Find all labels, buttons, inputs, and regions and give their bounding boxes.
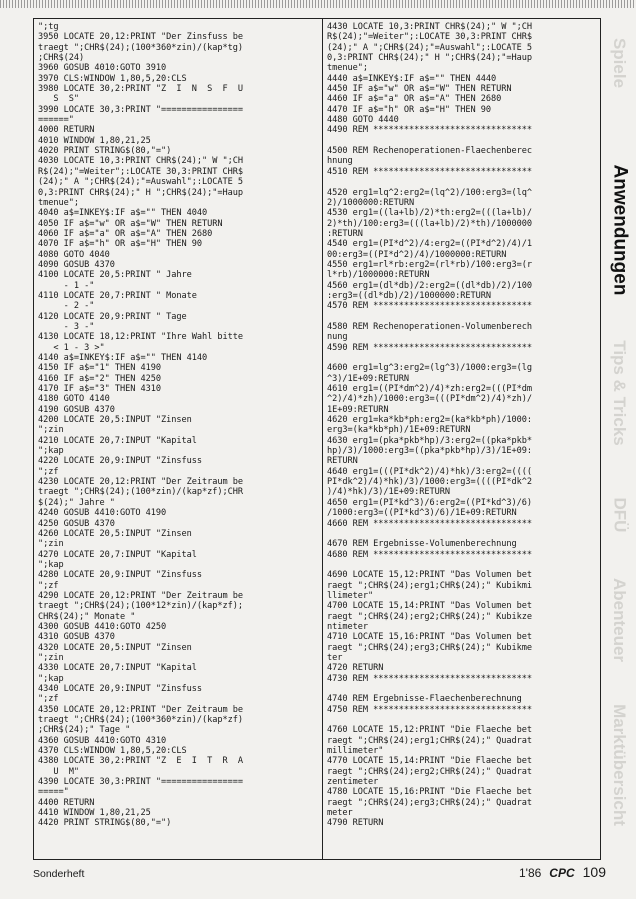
- code-line: 4140 a$=INKEY$:IF a$="" THEN 4140: [38, 353, 208, 363]
- code-line: 4290 LOCATE 20,12:PRINT "Der Zeitraum be: [38, 590, 243, 601]
- code-line: S S": [38, 94, 79, 105]
- code-line: PI*dk^2)/4)*hk)/3)/1000:erg3=((((PI*dk^2: [327, 477, 532, 488]
- code-line: [327, 684, 599, 694]
- code-line: 4060 IF a$="a" OR a$="A" THEN 2680: [38, 228, 213, 239]
- section-tab-label: Tips & Tricks: [610, 340, 630, 446]
- footer-page-info: [519, 864, 606, 880]
- code-line: $(24);" Jahre ": [38, 497, 115, 508]
- code-line: raegt ";CHR$(24);erg1;CHR$(24);" Kubikmi: [327, 580, 532, 591]
- section-tab-1: [604, 150, 634, 310]
- code-line: 4150 IF a$="1" THEN 4190: [38, 363, 161, 374]
- code-line: ^2)/4)*zh)/1000:erg3=(((PI*dm^2)/4)*zh)/: [327, 394, 532, 405]
- code-line: 4760 LOCATE 15,12:PRINT "Die Flaeche bet: [327, 725, 532, 736]
- section-tab-label: DFÜ: [610, 497, 630, 533]
- code-line: 4510 REM *******************************: [327, 166, 532, 177]
- section-tab-4: [604, 560, 634, 680]
- code-line: erg3=(ka*kb*ph)/1E+09:RETURN: [327, 425, 471, 436]
- code-line: 4720 RETURN: [327, 663, 384, 674]
- code-line: hp)/3)/1000:erg3=((pka*pkb*hp)/3)/1E+09:: [327, 446, 532, 457]
- code-line: 4750 REM *******************************: [327, 704, 532, 715]
- code-line: ";kap: [38, 446, 64, 457]
- code-line: 4640 erg1=(((PI*dk^2)/4)*hk)/3:erg2=((((: [327, 466, 532, 477]
- code-line: raegt ";CHR$(24);erg3;CHR$(24);" Quadrat: [327, 797, 532, 808]
- section-tab-5: [604, 690, 634, 840]
- code-line: [327, 136, 599, 146]
- code-line: 4440 a$=INKEY$:IF a$="" THEN 4440: [327, 73, 497, 84]
- code-line: ";zin: [38, 539, 64, 550]
- code-line: ";kap: [38, 559, 64, 570]
- code-line: traegt ";CHR$(24);(100*12*zin)/(kap*zf);: [38, 601, 243, 612]
- code-line: 4360 GOSUB 4410:GOTO 4310: [38, 735, 167, 746]
- code-line: 4070 IF a$="h" OR a$="H" THEN 90: [38, 239, 202, 250]
- code-line: raegt ";CHR$(24);erg1;CHR$(24);" Quadrat: [327, 735, 532, 746]
- code-line: 4560 erg1=(dl*db)/2:erg2=((dl*db)/2)/100: [327, 280, 532, 291]
- code-line: 4410 WINDOW 1,80,21,25: [38, 808, 151, 819]
- listing-column-left: [38, 22, 320, 852]
- code-line: 4630 erg1=(pka*pkb*hp)/3:erg2=((pka*pkb*: [327, 435, 532, 446]
- code-line: 4240 GOSUB 4410:GOTO 4190: [38, 508, 167, 519]
- section-tab-2: [604, 318, 634, 468]
- code-line: U M": [38, 766, 79, 777]
- code-line: R$(24);"=Weiter";:LOCATE 30,3:PRINT CHR$: [38, 166, 243, 177]
- section-tab-label: Marktübersicht: [610, 704, 629, 826]
- code-line: 4170 IF a$="3" THEN 4310: [38, 384, 161, 395]
- code-line: 0,3:PRINT CHR$(24);" H ";CHR$(24);"=Haup: [327, 53, 532, 64]
- code-line: 4650 erg1=(PI*kd^3)/6:erg2=((PI*kd^3)/6): [327, 497, 532, 508]
- code-line: 4570 REM *******************************: [327, 301, 532, 312]
- code-line: [327, 529, 599, 539]
- code-line: 4020 PRINT STRING$(80,"="): [38, 146, 172, 157]
- code-line: 4210 LOCATE 20,7:INPUT "Kapital: [38, 435, 197, 446]
- code-line: 4380 LOCATE 30,2:PRINT "Z E I T R A: [38, 756, 243, 767]
- section-tab-strip: [604, 18, 634, 860]
- code-line: ;CHR$(24): [38, 53, 85, 64]
- code-line: 4430 LOCATE 10,3:PRINT CHR$(24);" W ";CH: [327, 22, 532, 32]
- code-line: ";kap: [38, 673, 64, 684]
- code-line: 4500 REM Rechenoperationen-Flaechenberec: [327, 146, 532, 157]
- code-line: 4670 REM Ergebnisse-Volumenberechnung: [327, 539, 517, 550]
- code-line: 4300 GOSUB 4410:GOTO 4250: [38, 621, 167, 632]
- code-line: 3950 LOCATE 20,12:PRINT "Der Zinsfuss be: [38, 32, 243, 43]
- code-line: [327, 177, 599, 187]
- section-tab-label: Anwendungen: [609, 164, 631, 296]
- code-line: )/4)*hk)/3)/1E+09:RETURN: [327, 487, 450, 498]
- code-line: 4780 LOCATE 15,16:PRINT "Die Flaeche bet: [327, 787, 532, 798]
- code-line: - 1 -": [38, 280, 95, 291]
- code-line: 4600 erg1=lg^3:erg2=(lg^3)/1000:erg3=(lg: [327, 363, 532, 374]
- section-tab-3: [604, 480, 634, 550]
- code-line: traegt ";CHR$(24);(100*360*zin)/(kap*tg): [38, 42, 243, 53]
- code-line: 4110 LOCATE 20,7:PRINT " Monate: [38, 290, 197, 301]
- code-line: traegt ";CHR$(24);(100*zin)/(kap*zf);CHR: [38, 487, 243, 498]
- code-line: 4080 GOTO 4040: [38, 249, 110, 260]
- section-tab-0: [604, 18, 634, 108]
- code-line: ";zin: [38, 652, 64, 663]
- code-line: 4520 erg1=lq^2:erg2=(lq^2)/100:erg3=(lq^: [327, 187, 532, 198]
- code-line: raegt ";CHR$(24);erg3;CHR$(24);" Kubikme: [327, 642, 532, 653]
- code-line: nung: [327, 332, 348, 343]
- code-line: 4030 LOCATE 10,3:PRINT CHR$(24);" W ";CH: [38, 156, 243, 167]
- code-line: raegt ";CHR$(24);erg2;CHR$(24);" Kubikze: [327, 611, 532, 622]
- code-line: 4330 LOCATE 20,7:INPUT "Kapital: [38, 663, 197, 674]
- code-line: ;CHR$(24);" Tage ": [38, 725, 131, 736]
- code-line: 4690 LOCATE 15,12:PRINT "Das Volumen bet: [327, 570, 532, 581]
- code-line: 2)*th)/100:erg3=(((la+lb)/2)*th)/1000000: [327, 218, 532, 229]
- code-line: ";zin: [38, 425, 64, 436]
- code-line: 3990 LOCATE 30,3:PRINT "================: [38, 104, 243, 115]
- code-line: 4130 LOCATE 18,12:PRINT "Ihre Wahl bitte: [38, 332, 243, 343]
- code-line: 4390 LOCATE 30,3:PRINT "================: [38, 777, 243, 788]
- code-line: 4620 erg1=ka*kb*ph:erg2=(ka*kb*ph)/1000:: [327, 415, 532, 426]
- code-line: ";zf: [38, 694, 59, 705]
- code-line: l*rb)/1000000:RETURN: [327, 270, 430, 281]
- section-tab-label: Spiele: [610, 37, 629, 89]
- code-line: 4090 GOSUB 4370: [38, 259, 115, 270]
- code-line: 4050 IF a$="w" OR a$="W" THEN RETURN: [38, 218, 223, 229]
- code-line: hnung: [327, 156, 353, 167]
- code-line: 1E+09:RETURN: [327, 404, 389, 415]
- code-line: 4270 LOCATE 20,7:INPUT "Kapital: [38, 549, 197, 560]
- code-line: 4530 erg1=((la+lb)/2)*th:erg2=(((la+lb)/: [327, 208, 532, 219]
- section-tab-label: Abenteuer: [610, 577, 630, 663]
- code-line: millimeter": [327, 746, 384, 757]
- code-line: 4610 erg1=((PI*dm^2)/4)*zh:erg2=(((PI*dm: [327, 384, 532, 395]
- code-line: zentimeter: [327, 777, 379, 788]
- footer-edition: Sonderheft: [33, 868, 85, 880]
- code-line: [327, 560, 599, 570]
- code-line: 4700 LOCATE 15,14:PRINT "Das Volumen bet: [327, 601, 532, 612]
- code-line: traegt ";CHR$(24);(100*360*zin)/(kap*zf): [38, 715, 243, 726]
- code-line: ";zf: [38, 466, 59, 477]
- code-line: ntimeter: [327, 621, 368, 632]
- code-line: 4040 a$=INKEY$:IF a$="" THEN 4040: [38, 208, 208, 219]
- column-divider: [322, 18, 323, 860]
- code-line: 4680 REM *******************************: [327, 549, 532, 560]
- code-line: 4470 IF a$="h" OR a$="H" THEN 90: [327, 104, 491, 115]
- code-line: llimeter": [327, 590, 374, 601]
- code-line: /1000:erg3=((PI*kd^3)/6)/1E+09:RETURN: [327, 508, 517, 519]
- code-line: 4230 LOCATE 20,12:PRINT "Der Zeitraum be: [38, 477, 243, 488]
- code-line: 4310 GOSUB 4370: [38, 632, 115, 643]
- code-line: 4420 PRINT STRING$(80,"="): [38, 818, 172, 829]
- top-dotted-rule: [0, 0, 636, 8]
- code-line: 3960 GOSUB 4010:GOTO 3910: [38, 63, 167, 74]
- code-line: - 2 -": [38, 301, 95, 312]
- code-line: R$(24);"=Weiter";:LOCATE 30,3:PRINT CHR$: [327, 32, 532, 43]
- code-line: 4730 REM *******************************: [327, 673, 532, 684]
- code-line: :erg3=((dl*db)/2)/1000000:RETURN: [327, 290, 491, 301]
- code-line: ter: [327, 652, 343, 663]
- code-line: 4770 LOCATE 15,14:PRINT "Die Flaeche bet: [327, 756, 532, 767]
- footer-page-number: 109: [582, 864, 606, 880]
- code-line: tmenue";: [327, 63, 368, 74]
- code-line: 4250 GOSUB 4370: [38, 518, 115, 529]
- code-line: < 1 - 3 >": [38, 342, 105, 353]
- code-line: 4120 LOCATE 20,9:PRINT " Tage: [38, 311, 187, 322]
- code-line: 4190 GOSUB 4370: [38, 404, 115, 415]
- code-line: 4660 REM *******************************: [327, 518, 532, 529]
- code-line: ";zf: [38, 580, 59, 591]
- code-line: (24);" A ";CHR$(24);"=Auswahl";:LOCATE 5: [38, 177, 243, 188]
- code-line: (24);" A ";CHR$(24);"=Auswahl";:LOCATE 5: [327, 42, 532, 53]
- code-line: 4710 LOCATE 15,16:PRINT "Das Volumen bet: [327, 632, 532, 643]
- code-line: 4260 LOCATE 20,5:INPUT "Zinsen: [38, 528, 192, 539]
- code-line: ^3)/1E+09:RETURN: [327, 373, 409, 384]
- code-line: 4740 REM Ergebnisse-Flaechenberechnung: [327, 694, 522, 705]
- code-line: ";tg: [38, 22, 59, 32]
- code-line: 4480 GOTO 4440: [327, 115, 399, 126]
- code-line: 4370 CLS:WINDOW 1,80,5,20:CLS: [38, 746, 187, 757]
- code-line: 4280 LOCATE 20,9:INPUT "Zinsfuss: [38, 570, 202, 581]
- code-line: - 3 -": [38, 321, 95, 332]
- code-line: 4320 LOCATE 20,5:INPUT "Zinsen: [38, 642, 192, 653]
- code-line: 4340 LOCATE 20,9:INPUT "Zinsfuss: [38, 684, 202, 694]
- footer-magazine-name: CPC: [549, 866, 575, 880]
- code-line: tmenue";: [38, 197, 79, 208]
- code-line: RETURN: [327, 456, 358, 467]
- listing-column-right: [327, 22, 599, 852]
- code-line: 4460 IF a$="a" OR a$="A" THEN 2680: [327, 94, 502, 105]
- code-line: 4580 REM Rechenoperationen-Volumenberech: [327, 321, 532, 332]
- code-line: =====": [38, 787, 69, 798]
- code-line: 4180 GOTO 4140: [38, 394, 110, 405]
- code-line: 4200 LOCATE 20,5:INPUT "Zinsen: [38, 415, 192, 426]
- code-line: 4400 RETURN: [38, 797, 95, 808]
- code-line: meter: [327, 808, 353, 819]
- code-line: 4010 WINDOW 1,80,21,25: [38, 135, 151, 146]
- code-line: CHR$(24);" Monate ": [38, 611, 136, 622]
- code-line: 3980 LOCATE 30,2:PRINT "Z I N S F U: [38, 84, 243, 95]
- code-line: 0,3:PRINT CHR$(24);" H ";CHR$(24);"=Haup: [38, 187, 243, 198]
- code-line: [327, 312, 599, 322]
- code-line: 4450 IF a$="w" OR a$="W" THEN RETURN: [327, 84, 512, 95]
- footer-issue: 1'86: [518, 866, 542, 880]
- code-line: 4590 REM *******************************: [327, 342, 532, 353]
- code-line: 4000 RETURN: [38, 125, 95, 136]
- code-line: 4540 erg1=(PI*d^2)/4:erg2=((PI*d^2)/4)/1: [327, 239, 532, 250]
- code-line: :RETURN: [327, 228, 363, 239]
- code-line: 4490 REM *******************************: [327, 125, 532, 136]
- code-line: raegt ";CHR$(24);erg2;CHR$(24);" Quadrat: [327, 766, 532, 777]
- code-line: 4790 RETURN: [327, 818, 384, 829]
- code-line: ======": [38, 115, 74, 126]
- code-line: 4550 erg1=rl*rb:erg2=(rl*rb)/100:erg3=(r: [327, 259, 532, 270]
- code-line: [327, 715, 599, 725]
- code-line: 4160 IF a$="2" THEN 4250: [38, 373, 161, 384]
- code-line: 3970 CLS:WINDOW 1,80,5,20:CLS: [38, 73, 187, 84]
- code-line: [327, 353, 599, 363]
- code-line: 4100 LOCATE 20,5:PRINT " Jahre: [38, 270, 192, 281]
- code-line: 00:erg3=((PI*d^2)/4)/1000000:RETURN: [327, 249, 507, 260]
- code-line: 4220 LOCATE 20,9:INPUT "Zinsfuss: [38, 456, 202, 467]
- code-line: 4350 LOCATE 20,12:PRINT "Der Zeitraum be: [38, 704, 243, 715]
- code-line: 2)/1000000:RETURN: [327, 197, 415, 208]
